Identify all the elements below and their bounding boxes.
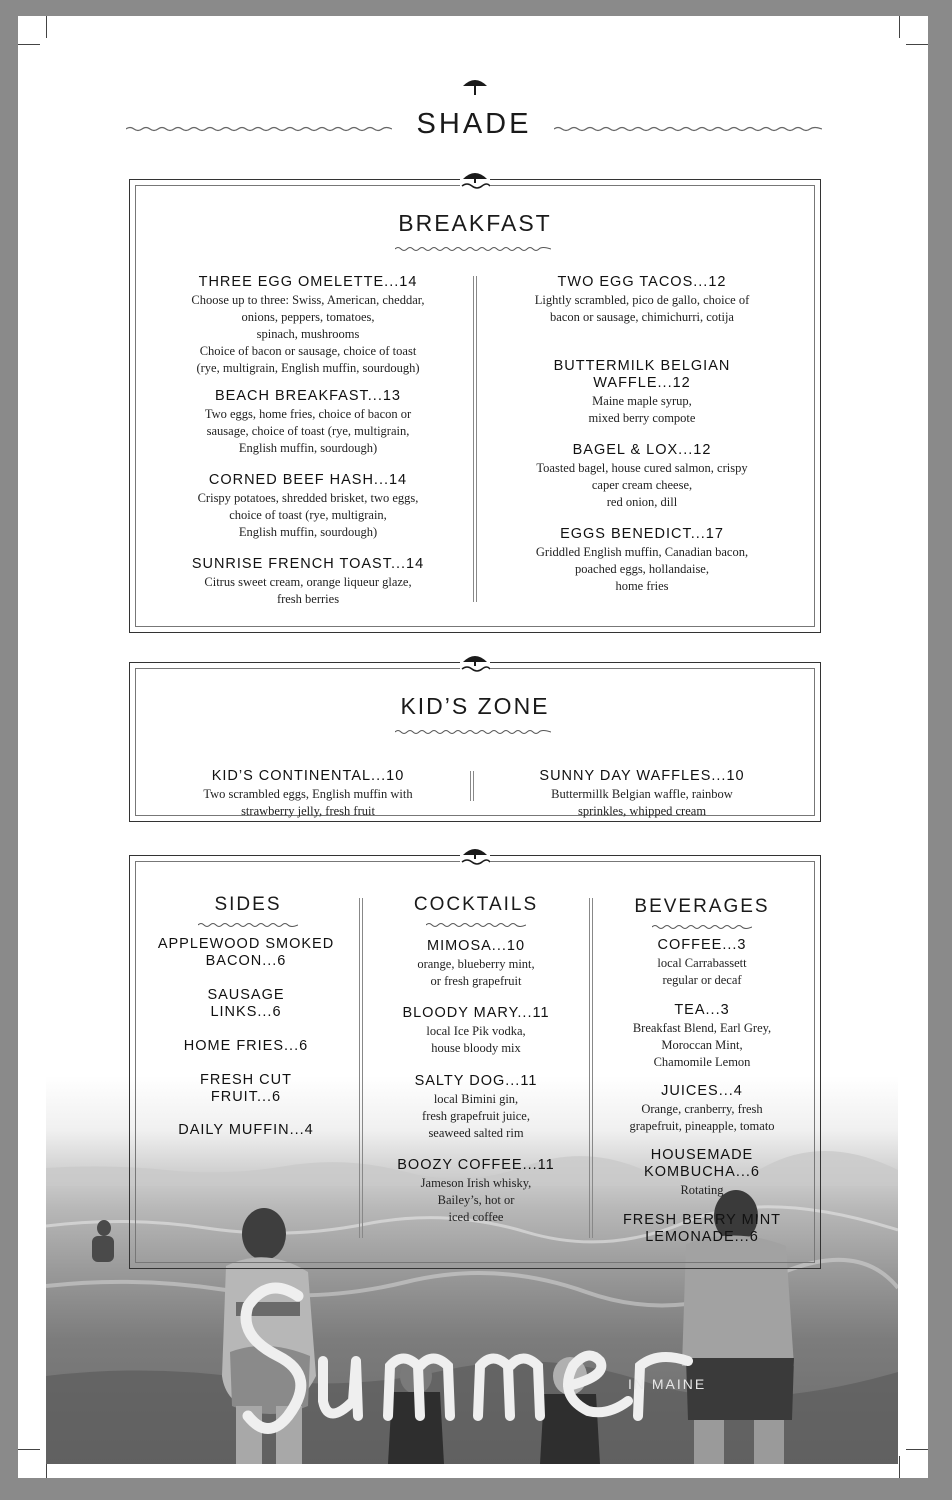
menu-item: FRESH BERRY MINT LEMONADE...6: [622, 1212, 782, 1245]
menu-item: FRESH CUT FRUIT...6: [200, 1072, 292, 1105]
umbrella-icon: [460, 652, 490, 674]
menu-item: SUNNY DAY WAFFLES...10 Buttermillk Belgian waffle, rainbow sprinkles, whipped cream: [539, 768, 745, 818]
crop-mark: [899, 16, 900, 38]
umbrella-icon: [460, 76, 490, 98]
brand-row: [126, 108, 822, 148]
menu-item: COFFEE...3 local Carrabassett regular or decaf: [657, 937, 747, 987]
column-divider: [470, 771, 471, 801]
drinks-sides-section: [129, 855, 821, 1269]
column-divider: [473, 276, 474, 602]
cocktails-title: COCKTAILS: [413, 894, 539, 915]
kids-zone-section: [129, 662, 821, 822]
column-divider: [359, 898, 360, 1238]
menu-item: CORNED BEEF HASH...14 Crispy potatoes, shredded brisket, two eggs, choice of toast (rye, multigrain, English muffin, sourdough): [197, 472, 419, 539]
menu-item: BAGEL & LOX...12 Toasted bagel, house cured salmon, crispy caper cream cheese, red onion, dill: [536, 442, 748, 509]
menu-item: HOME FRIES...6: [183, 1038, 309, 1054]
kids-zone-title: KID’S ZONE: [400, 693, 550, 719]
sides-title: SIDES: [214, 894, 282, 915]
beverages-title: BEVERAGES: [634, 896, 770, 917]
column-divider: [362, 898, 363, 1238]
crop-mark: [906, 44, 928, 45]
title-underline: [426, 922, 526, 928]
column-divider: [473, 771, 474, 801]
menu-item: HOUSEMADE KOMBUCHA...6 Rotating: [644, 1147, 760, 1197]
menu-item: BUTTERMILK BELGIAN WAFFLE...12 Maine maple syrup, mixed berry compote: [553, 358, 731, 425]
crop-mark: [18, 1449, 40, 1450]
menu-item: DAILY MUFFIN...4: [178, 1122, 314, 1138]
menu-item: APPLEWOOD SMOKED BACON...6: [157, 936, 335, 969]
column-divider: [592, 898, 593, 1238]
column-divider: [476, 276, 477, 602]
crop-mark: [46, 16, 47, 38]
menu-item: EGGS BENEDICT...17 Griddled English muffin, Canadian bacon, poached eggs, hollandaise, home fries: [535, 526, 749, 593]
title-underline: [395, 729, 551, 735]
umbrella-icon: [460, 845, 490, 867]
menu-item: TWO EGG TACOS...12 Lightly scrambled, pico de gallo, choice of bacon or sausage, chimichurri, cotija: [534, 274, 750, 324]
menu-item: SUNRISE FRENCH TOAST...14 Citrus sweet cream, orange liqueur glaze, fresh berries: [191, 556, 425, 606]
summer-script-logo: [228, 1266, 728, 1446]
crop-mark: [906, 1449, 928, 1450]
menu-item: KID’S CONTINENTAL...10 Two scrambled eggs, English muffin with strawberry jelly, fresh fruit: [203, 768, 413, 818]
menu-item: THREE EGG OMELETTE...14 Choose up to three: Swiss, American, cheddar, onions, peppers, tomatoes, spinach, mushrooms Choice of bacon or sausage, choice of toast (rye, multigrain, English muffin, sourdough): [191, 274, 425, 375]
menu-item: SALTY DOG...11 local Bimini gin, fresh grapefruit juice, seaweed salted rim: [414, 1073, 538, 1140]
menu-page: [18, 16, 928, 1478]
menu-item: JUICES...4 Orange, cranberry, fresh grapefruit, pineapple, tomato: [629, 1083, 775, 1133]
title-underline: [652, 924, 752, 930]
menu-item: BLOODY MARY...11 local Ice Pik vodka, house bloody mix: [402, 1005, 550, 1055]
title-underline: [198, 922, 298, 928]
menu-item: BEACH BREAKFAST...13 Two eggs, home fries, choice of bacon or sausage, choice of toast (rye, multigrain, English muffin, sourdough): [204, 388, 412, 455]
brand-name: SHADE: [416, 108, 532, 140]
menu-item: MIMOSA...10 orange, blueberry mint, or fresh grapefruit: [417, 938, 535, 988]
breakfast-section: [129, 179, 821, 633]
menu-item: TEA...3 Breakfast Blend, Earl Grey, Moroccan Mint, Chamomile Lemon: [632, 1002, 772, 1069]
menu-item: SAUSAGE LINKS...6: [207, 987, 285, 1020]
crop-mark: [899, 1456, 900, 1478]
title-underline: [395, 246, 551, 252]
menu-item: BOOZY COFFEE...11 Jameson Irish whisky, Bailey’s, hot or iced coffee: [397, 1157, 555, 1224]
crop-mark: [18, 44, 40, 45]
breakfast-title: BREAKFAST: [398, 210, 552, 236]
umbrella-icon: [460, 169, 490, 191]
wave-divider-right: [554, 126, 822, 132]
column-divider: [589, 898, 590, 1238]
in-maine-text: IN MAINE: [628, 1376, 707, 1392]
